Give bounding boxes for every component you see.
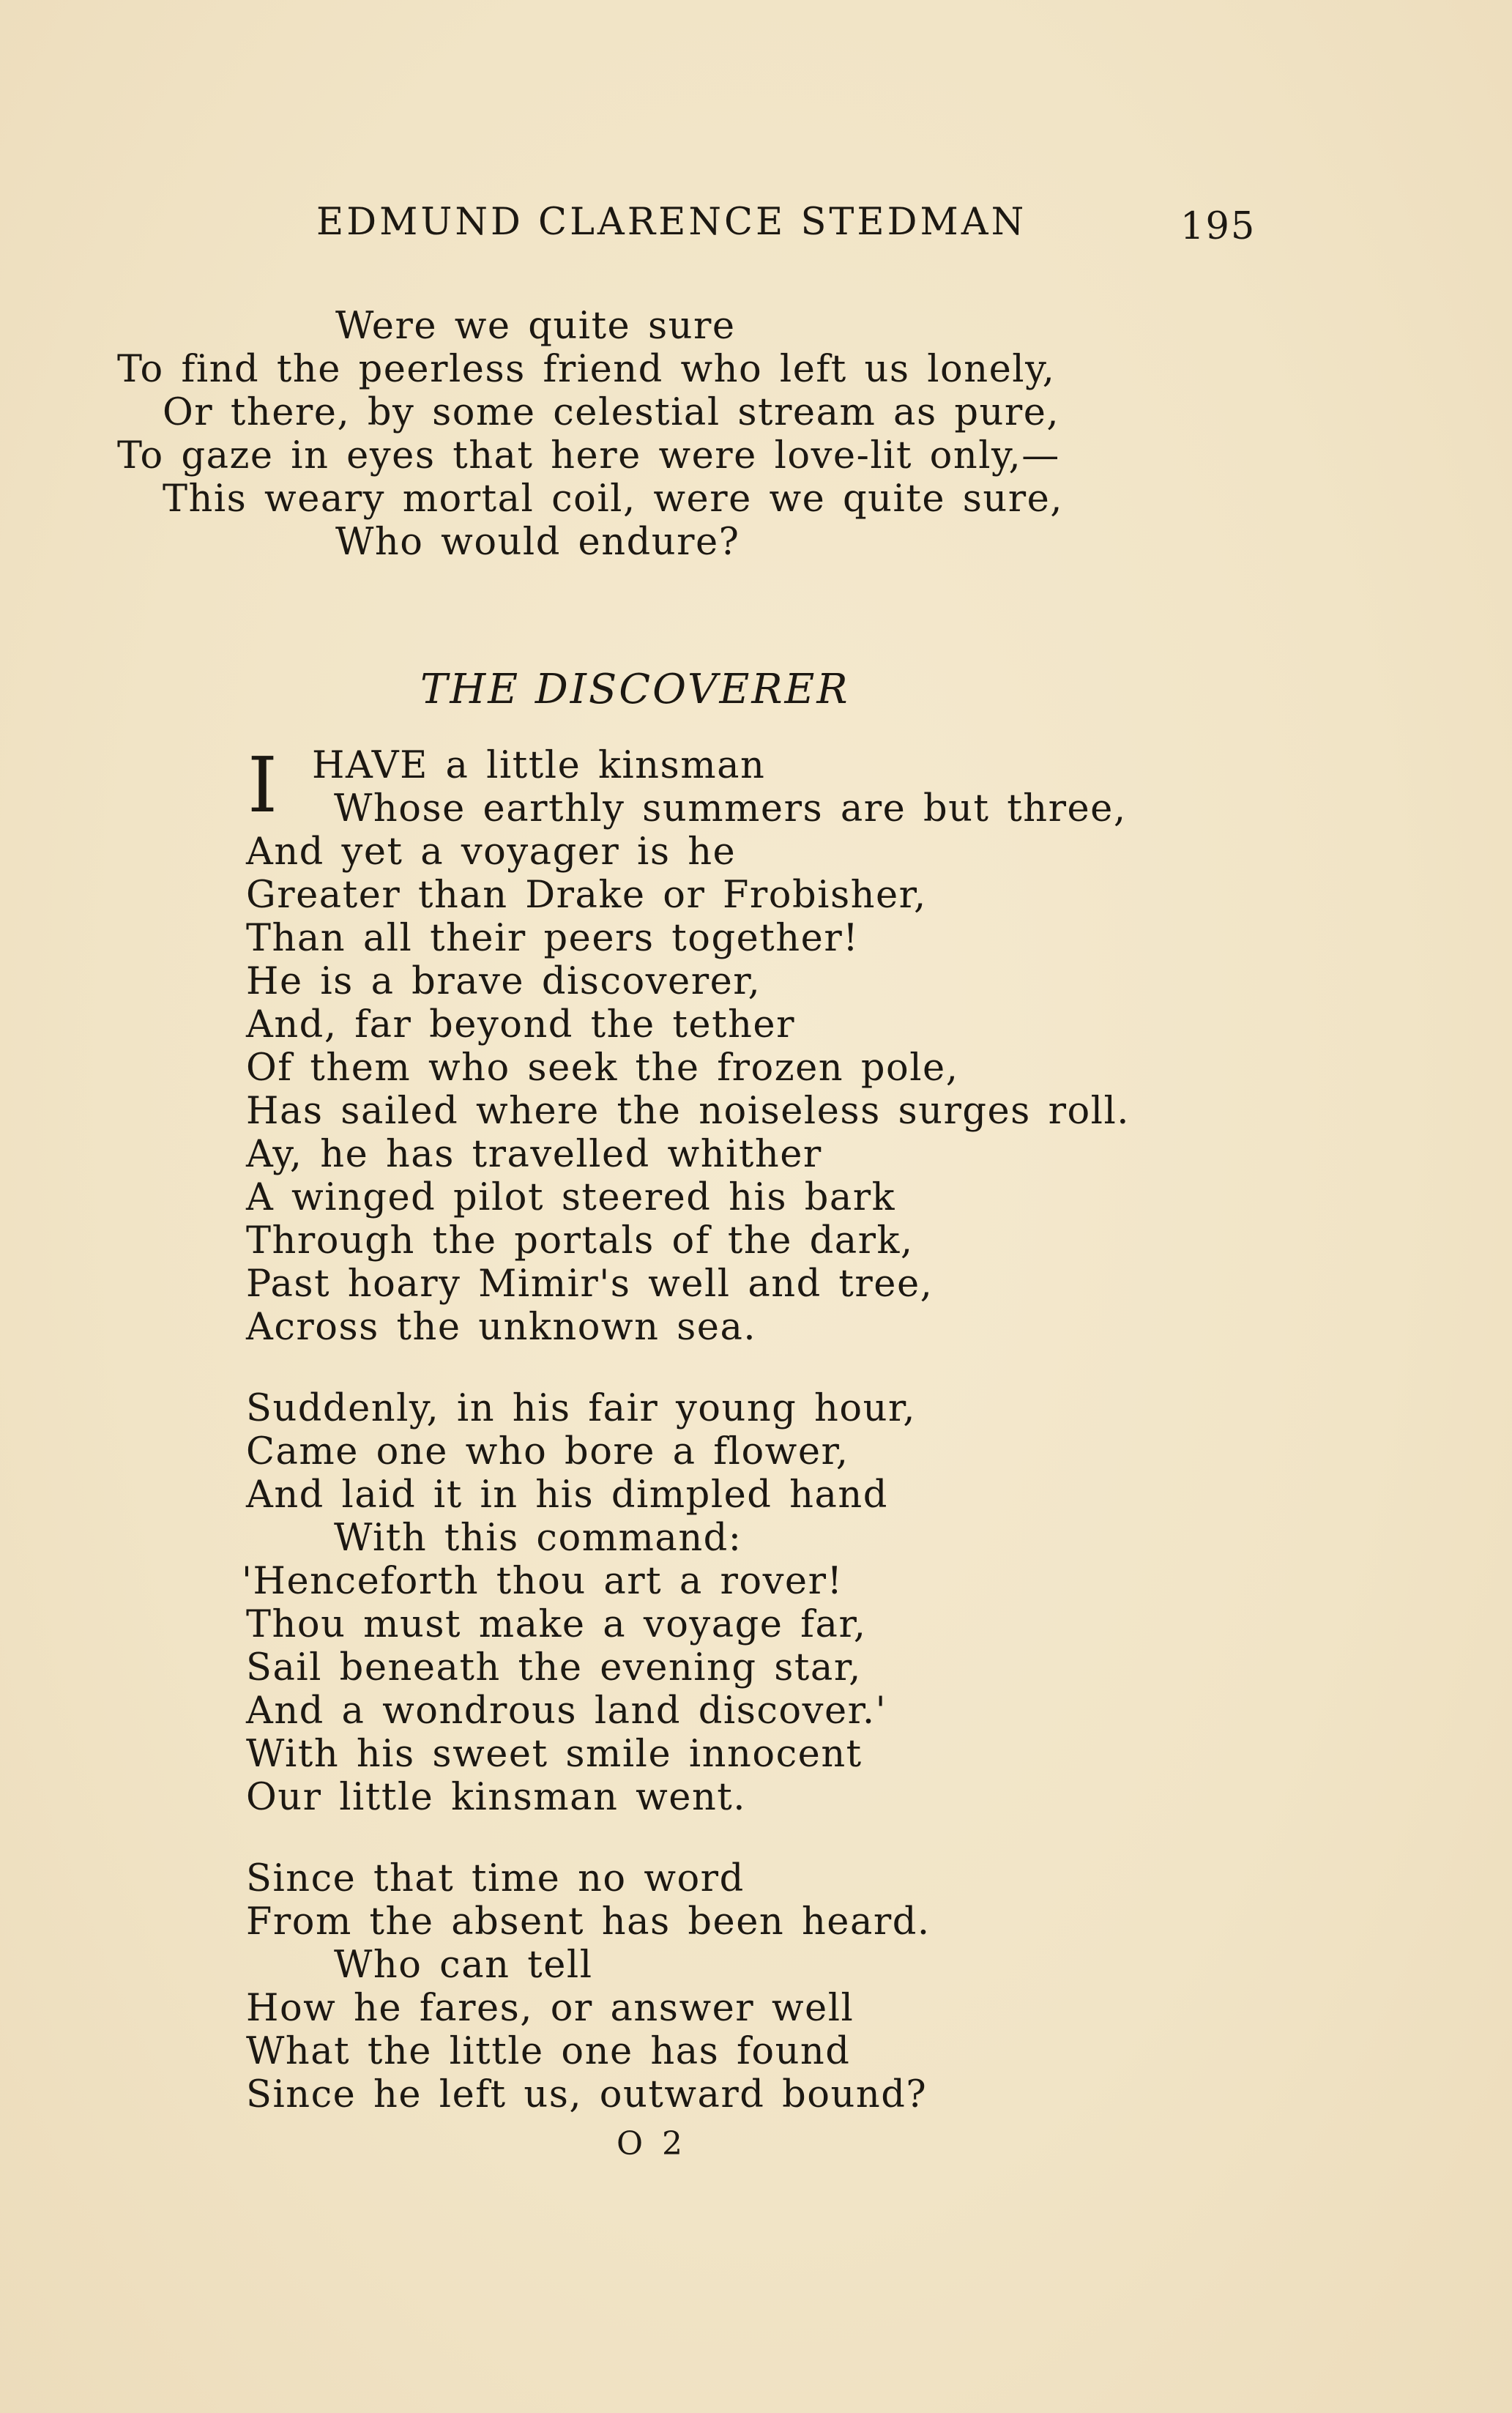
poem-line: Came one who bore a flower, bbox=[246, 1430, 849, 1473]
poem-line: Ay, he has travelled whither bbox=[246, 1133, 822, 1176]
poem-line: To gaze in eyes that here were love-lit only,— bbox=[117, 434, 1060, 477]
poem-line: Were we quite sure bbox=[335, 305, 736, 348]
poem-line: Thou must make a voyage far, bbox=[246, 1603, 867, 1646]
poem-title: THE DISCOVERER bbox=[420, 666, 850, 713]
poem-line: With his sweet smile innocent bbox=[246, 1733, 863, 1776]
poem-line: Has sailed where the noiseless surges roll. bbox=[246, 1090, 1130, 1133]
poem-line: To find the peerless friend who left us lonely, bbox=[117, 348, 1056, 391]
poem-line: Who would endure? bbox=[335, 521, 740, 564]
poem-line: What the little one has found bbox=[246, 2030, 851, 2073]
poem-line: Since that time no word bbox=[246, 1857, 745, 1900]
poem-line: Our little kinsman went. bbox=[246, 1776, 747, 1819]
poem-line: And yet a voyager is he bbox=[246, 830, 737, 874]
poem-line: Or there, by some celestial stream as pure, bbox=[163, 391, 1060, 434]
poem-line: A winged pilot steered his bark bbox=[246, 1176, 896, 1219]
poem-line: Through the portals of the dark, bbox=[246, 1219, 914, 1263]
poem-line: Who can tell bbox=[334, 1944, 593, 1987]
poem-line: Across the unknown sea. bbox=[246, 1306, 757, 1349]
poem-line: Since he left us, outward bound? bbox=[246, 2073, 928, 2116]
poem-line: How he fares, or answer well bbox=[246, 1987, 854, 2030]
running-head: EDMUND CLARENCE STEDMAN bbox=[316, 201, 1027, 244]
page-number: 195 bbox=[1180, 205, 1256, 248]
poem-line: 'Henceforth thou art a rover! bbox=[242, 1560, 843, 1603]
poem-line: HAVE a little kinsman bbox=[312, 744, 766, 787]
poem-line: And laid it in his dimpled hand bbox=[246, 1473, 888, 1517]
poem-line: With this command: bbox=[334, 1517, 742, 1560]
signature-mark: O 2 bbox=[617, 2125, 688, 2163]
poem-line: Greater than Drake or Frobisher, bbox=[246, 874, 927, 917]
poem-line: And, far beyond the tether bbox=[246, 1003, 795, 1046]
drop-cap: I bbox=[247, 740, 278, 830]
poem-line: Whose earthly summers are but three, bbox=[334, 787, 1127, 830]
poem-line: From the absent has been heard. bbox=[246, 1900, 931, 1944]
poem-line: Than all their peers together! bbox=[246, 917, 860, 960]
poem-line: Sail beneath the evening star, bbox=[246, 1646, 862, 1689]
poem-line: Suddenly, in his fair young hour, bbox=[246, 1387, 916, 1430]
poem-line: And a wondrous land discover.' bbox=[246, 1689, 887, 1733]
poem-line: This weary mortal coil, were we quite sure, bbox=[163, 477, 1064, 521]
poem-line: He is a brave discoverer, bbox=[246, 960, 761, 1003]
poem-line: Past hoary Mimir's well and tree, bbox=[246, 1263, 934, 1306]
poem-line: Of them who seek the frozen pole, bbox=[246, 1046, 959, 1090]
